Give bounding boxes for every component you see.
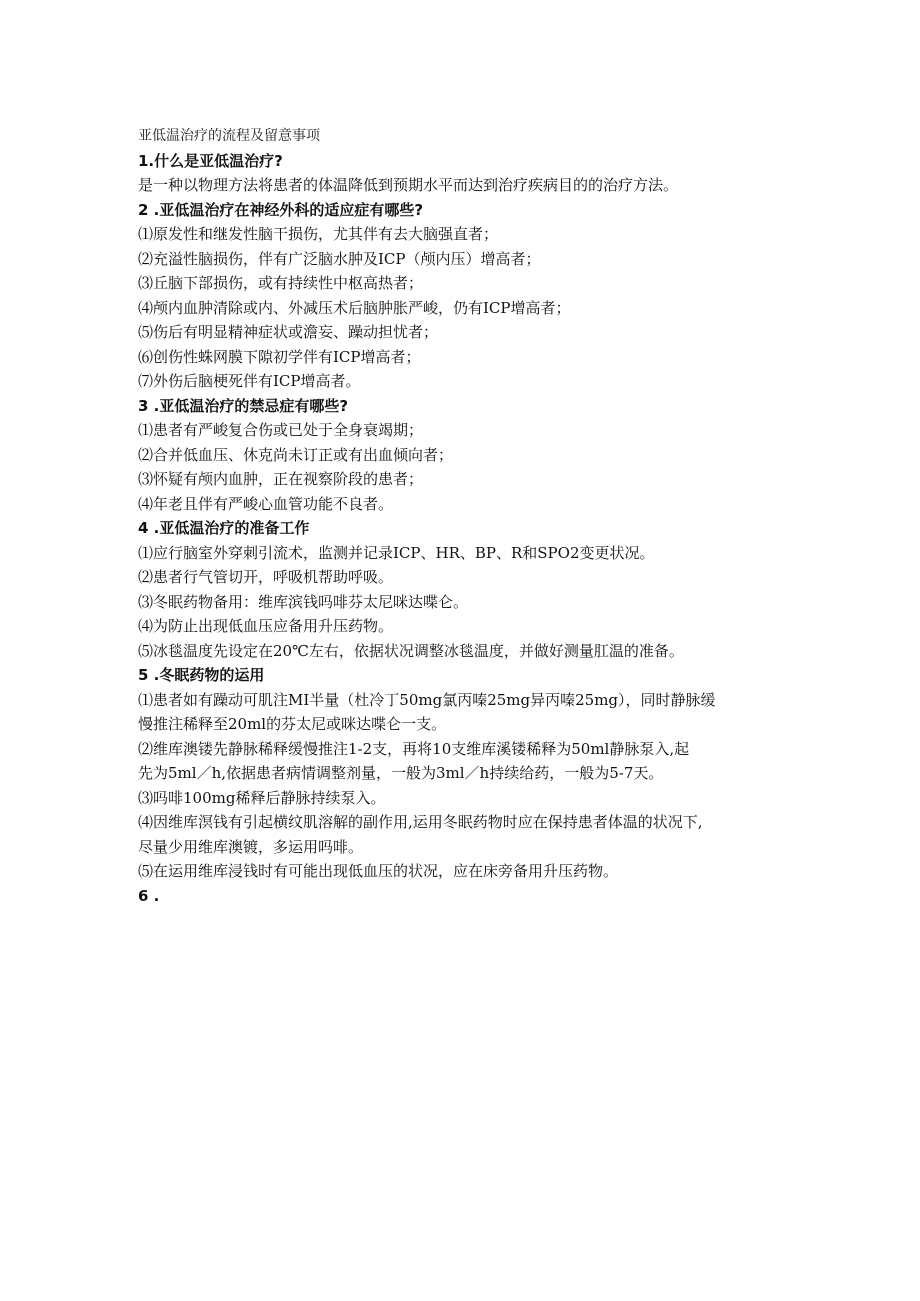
list-item: ⑶冬眠药物备用：维库滨钱吗啡芬太尼咪达喋仑。 [138, 592, 469, 611]
section-heading-5: 5 .冬眠药物的运用 [138, 666, 265, 684]
list-item-continuation: 先为5ml／h,依据患者病情调整剂量，一般为3ml／h持续给药，一般为5-7天。 [138, 764, 664, 782]
list-item: ⑷为防止出现低血压应备用升压药物。 [138, 617, 394, 635]
list-item: ⑴应行脑室外穿刺引流术，监测并记录ICP、HR、BP、R和SPO2变更状况。 [138, 543, 655, 562]
list-item: ⑴原发性和继发性脑干损伤，尤其伴有去大脑强直者； [138, 225, 499, 243]
section-heading-1: 1.什么是亚低温治疗? [138, 151, 283, 170]
document-title: 亚低温治疗的流程及留意事项 [138, 128, 320, 144]
list-item: ⑷年老且伴有严峻心血管功能不良者。 [138, 494, 394, 513]
list-item: ⑵维库澳镂先静脉稀释缓慢推注1-2支，再将10支维库溪镂稀释为50ml静脉泵入,起 [138, 739, 690, 758]
list-item: ⑺外伤后脑梗死伴有ICP增高者。 [138, 372, 361, 390]
list-item: ⑷颅内血肿清除或内、外减压术后脑肿胀严峻，仍有ICP增高者； [138, 298, 571, 317]
section-heading-3: 3 .亚低温治疗的禁忌症有哪些? [138, 396, 349, 415]
paragraph-line: 是一种以物理方法将患者的体温降低到预期水平而达到治疗疾病目的的治疗方法。 [138, 176, 679, 194]
list-item: ⑷因维库溟钱有引起横纹肌溶解的副作用,运用冬眠药物时应在保持患者体温的状况下, [138, 813, 703, 831]
list-item-continuation: 尽量少用维库澳镀，多运用吗啡。 [138, 837, 364, 856]
list-item: ⑹创伤性蛛网膜下隙初学伴有ICP增高者； [138, 347, 421, 366]
section-heading-6: 6 . [138, 886, 160, 905]
list-item: ⑶吗啡100mg稀释后静脉持续泵入。 [138, 788, 386, 807]
list-item: ⑸伤后有明显精神症状或澹妄、躁动担忧者； [138, 323, 439, 341]
list-item: ⑴患者有严峻复合伤或已处于全身衰竭期； [138, 421, 424, 439]
list-item: ⑶怀疑有颅内血肿，正在视察阶段的患者； [138, 470, 424, 488]
document-body [138, 124, 798, 908]
list-item: ⑵患者行气管切开，呼吸机帮助呼吸。 [138, 568, 394, 586]
list-item: ⑸在运用维库浸钱时有可能出现低血压的状况，应在床旁备用升压药物。 [138, 862, 619, 880]
section-heading-2: 2 .亚低温治疗在神经外科的适应症有哪些? [138, 200, 424, 219]
list-item-continuation: 慢推注稀释至20ml的芬太尼或咪达喋仑一支。 [138, 715, 447, 733]
list-item: ⑴患者如有躁动可肌注MI半量（杜冷丁50mg氯丙嗪25mg异丙嗪25mg），同时静脉缓 [138, 690, 716, 709]
section-heading-4: 4 .亚低温治疗的准备工作 [138, 519, 310, 537]
list-item: ⑶丘脑下部损伤，或有持续性中枢高热者； [138, 274, 424, 292]
list-item: ⑵合并低血压、休克尚未订正或有出血倾向者； [138, 445, 454, 464]
list-item: ⑵充溢性脑损伤，伴有广泛脑水肿及ICP（颅内压）增高者； [138, 249, 541, 268]
list-item: ⑸冰毯温度先设定在20℃左右，依据状况调整冰毯温度，并做好测量肛温的准备。 [138, 641, 684, 660]
